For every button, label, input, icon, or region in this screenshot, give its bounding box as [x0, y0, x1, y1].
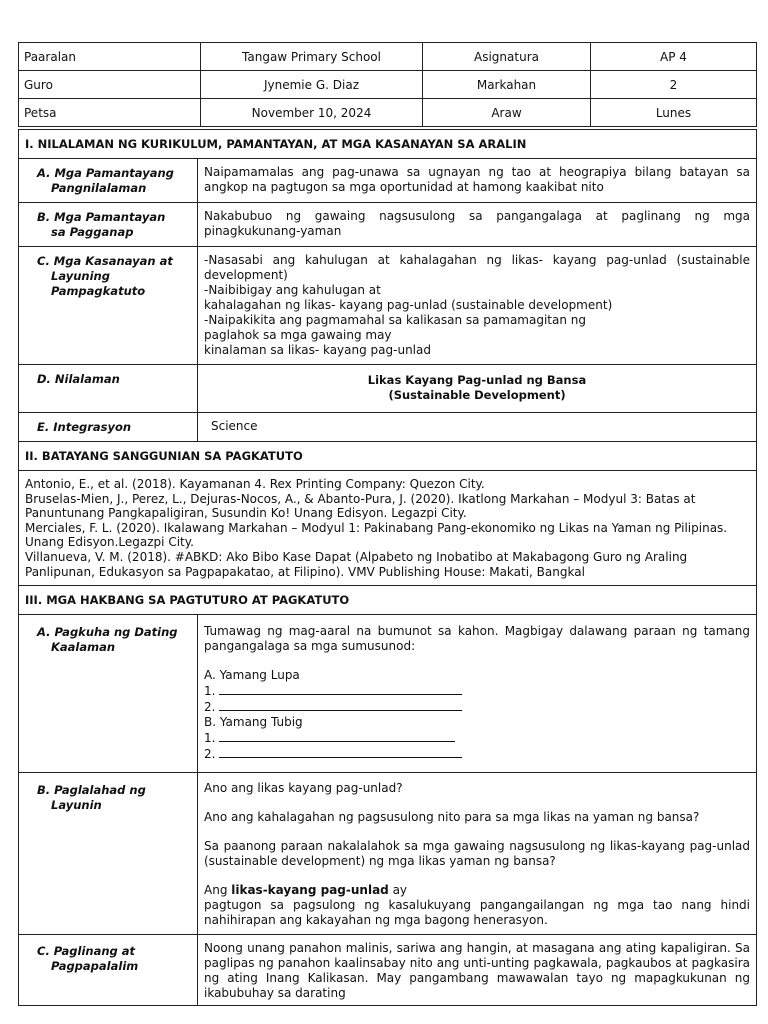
label-line: sa Pagganap — [51, 225, 134, 239]
blank-line: 1. — [204, 730, 750, 746]
question: Sa paanong paraan nakalalahok sa mga gawaing nagsusulong ng likas-kayang pag-unlad (sustainable development) ng mga likas yaman ng bansa? — [204, 839, 751, 869]
competency-line: kinalaman sa likas- kayang pag-unlad — [204, 343, 431, 357]
competencies-label — [19, 247, 198, 365]
reference-item: Villanueva, V. M. (2018). #ABKD: Ako Bibo Kase Dapat (Alpabeto ng Inobatibo at Makabagong Guro ng Araling Panlipunan, Edukasyon sa Pagpapakatao, at Filipino). VMV Publishing House: Makati, Bangkal — [25, 549, 688, 579]
label-line: Pagpapalalim — [51, 959, 139, 974]
date-label: Petsa — [19, 99, 201, 127]
content-standards-label — [19, 159, 198, 203]
competency-line: -Naipakikita ang pagmamahal sa kalikasan sa pamamagitan ng — [204, 313, 587, 327]
label-line: Pangnilalaman — [51, 181, 147, 195]
day-label: Araw — [423, 99, 591, 127]
competency-line: paglahok sa mga gawaing may — [204, 328, 392, 342]
objectives-label — [19, 773, 198, 935]
lesson-plan-page — [18, 42, 756, 1006]
activity-intro: Tumawag ng mag-aaral na bumunot sa kahon. Magbigay dalawang paraan ng tamang pangangalaga sa mga sumusunod: — [204, 624, 751, 654]
development-text: Noong unang panahon malinis, sariwa ang hangin, at masagana ang ating kapaligiran. Sa paglipas ng panahon kaalinsabay nito ang unti-unting pagkawala, pagkaubos at pagkasira ng ating Inang Kalikasan. May pangambang mawawalan tayo ng mapagkukunan ng ikabubuhay sa darating — [198, 935, 757, 1006]
label-line: B. Paglalahad ng — [37, 783, 146, 798]
integration-text: Science — [198, 413, 757, 442]
subject-label: Asignatura — [423, 43, 591, 71]
reference-item: Bruselas-Mien, J., Perez, L., Dejuras-Nocos, A., & Abanto-Pura, J. (2020). Ikatlong Markahan – Modyul 3: Batas at Panuntunang Pangkapaligiran, Susundin Ko! Unang Edisyon. Legazpi City. — [25, 491, 696, 521]
day-value: Lunes — [591, 99, 757, 127]
label-line: A. Mga Pamantayang — [37, 166, 174, 180]
row-objectives — [19, 773, 757, 935]
section-header — [19, 130, 757, 159]
subject-value: AP 4 — [591, 43, 757, 71]
row-integration — [19, 413, 757, 442]
blank-line: 2. — [204, 699, 750, 715]
row-content-standards — [19, 159, 757, 203]
competencies-text — [198, 247, 757, 365]
definition-lead: Ang likas-kayang pag-unlad ay — [204, 883, 408, 898]
performance-standards-label — [19, 203, 198, 247]
date-value: November 10, 2024 — [201, 99, 423, 127]
section-3-title: III. MGA HAKBANG SA PAGTUTURO AT PAGKATUTO — [19, 586, 757, 615]
label-line: Pampagkatuto — [51, 284, 146, 298]
reference-item: Antonio, E., et al. (2018). Kayamanan 4. Rex Printing Company: Quezon City. — [25, 477, 485, 491]
label-line: Layunin — [51, 798, 102, 813]
blank-line: 1. — [204, 683, 750, 699]
reference-item: Merciales, F. L. (2020). Ikalawang Markahan – Modyul 1: Pakinabang Pang-ekonomiko ng Likas na Yaman ng Pilipinas. Unang Edisyon.Legazpi City. — [25, 520, 728, 550]
competency-line: -Nasasabi ang kahulugan at kahalagahan ng likas- kayang pag-unlad (sustainable development) — [204, 253, 751, 282]
school-label: Paaralan — [19, 43, 201, 71]
blank-line: 2. — [204, 746, 750, 762]
header-row — [19, 99, 757, 127]
integration-label: E. Integrasyon — [19, 413, 198, 442]
content-title — [198, 365, 757, 413]
references-list — [19, 471, 757, 586]
row-competencies — [19, 247, 757, 365]
row-development — [19, 935, 757, 1006]
teacher-label: Guro — [19, 71, 201, 99]
label-line: A. Pagkuha ng Dating — [37, 625, 178, 640]
content-label: D. Nilalaman — [19, 365, 198, 413]
category-label: B. Yamang Tubig — [204, 715, 303, 730]
question: Ano ang likas kayang pag-unlad? — [204, 781, 403, 796]
row-content — [19, 365, 757, 413]
row-prior-knowledge — [19, 615, 757, 773]
teacher-value: Jynemie G. Diaz — [201, 71, 423, 99]
row-references — [19, 471, 757, 586]
header-table — [18, 42, 757, 127]
quarter-value: 2 — [591, 71, 757, 99]
topic-title: Likas Kayang Pag-unlad ng Bansa — [367, 373, 587, 387]
quarter-label: Markahan — [423, 71, 591, 99]
category-label: A. Yamang Lupa — [204, 668, 300, 683]
prior-knowledge-text — [198, 615, 757, 773]
definition-text: pagtugon sa pagsulong ng kasalukuyang pangangailangan ng mga tao nang hindi nahihirapan ang kakayahan ng mga bagong henerasyon. — [204, 898, 751, 928]
development-label — [19, 935, 198, 1006]
performance-standards-text: Nakabubuo ng gawaing nagsusulong sa pangangalaga at paglinang ng mga pinagkukunang-yaman — [198, 203, 757, 247]
topic-subtitle: (Sustainable Development) — [388, 388, 566, 402]
question: Ano ang kahalagahan ng pagsusulong nito para sa mga likas na yaman ng bansa? — [204, 810, 700, 825]
school-value: Tangaw Primary School — [201, 43, 423, 71]
label-line: C. Paglinang at — [37, 944, 136, 959]
label-line: Layuning — [51, 269, 110, 283]
section-1-title: I. NILALAMAN NG KURIKULUM, PAMANTAYAN, AT MGA KASANAYAN SA ARALIN — [19, 130, 757, 159]
content-standards-text: Naipamamalas ang pag-unawa sa ugnayan ng tao at heograpiya bilang batayan sa angkop na pagtugon sa mga oportunidad at hamong kaakibat nito — [198, 159, 757, 203]
objectives-text — [198, 773, 757, 935]
lesson-table — [18, 129, 757, 1006]
label-line: B. Mga Pamantayan — [37, 210, 166, 224]
label-line: Kaalaman — [51, 640, 116, 655]
header-row — [19, 71, 757, 99]
row-performance-standards — [19, 203, 757, 247]
competency-line: -Naibibigay ang kahulugan at — [204, 283, 381, 297]
competency-line: kahalagahan ng likas- kayang pag-unlad (sustainable development) — [204, 298, 613, 312]
section-2-title: II. BATAYANG SANGGUNIAN SA PAGKATUTO — [19, 442, 757, 471]
section-header — [19, 586, 757, 615]
section-header — [19, 442, 757, 471]
prior-knowledge-label — [19, 615, 198, 773]
label-line: C. Mga Kasanayan at — [37, 254, 173, 268]
header-row — [19, 43, 757, 71]
